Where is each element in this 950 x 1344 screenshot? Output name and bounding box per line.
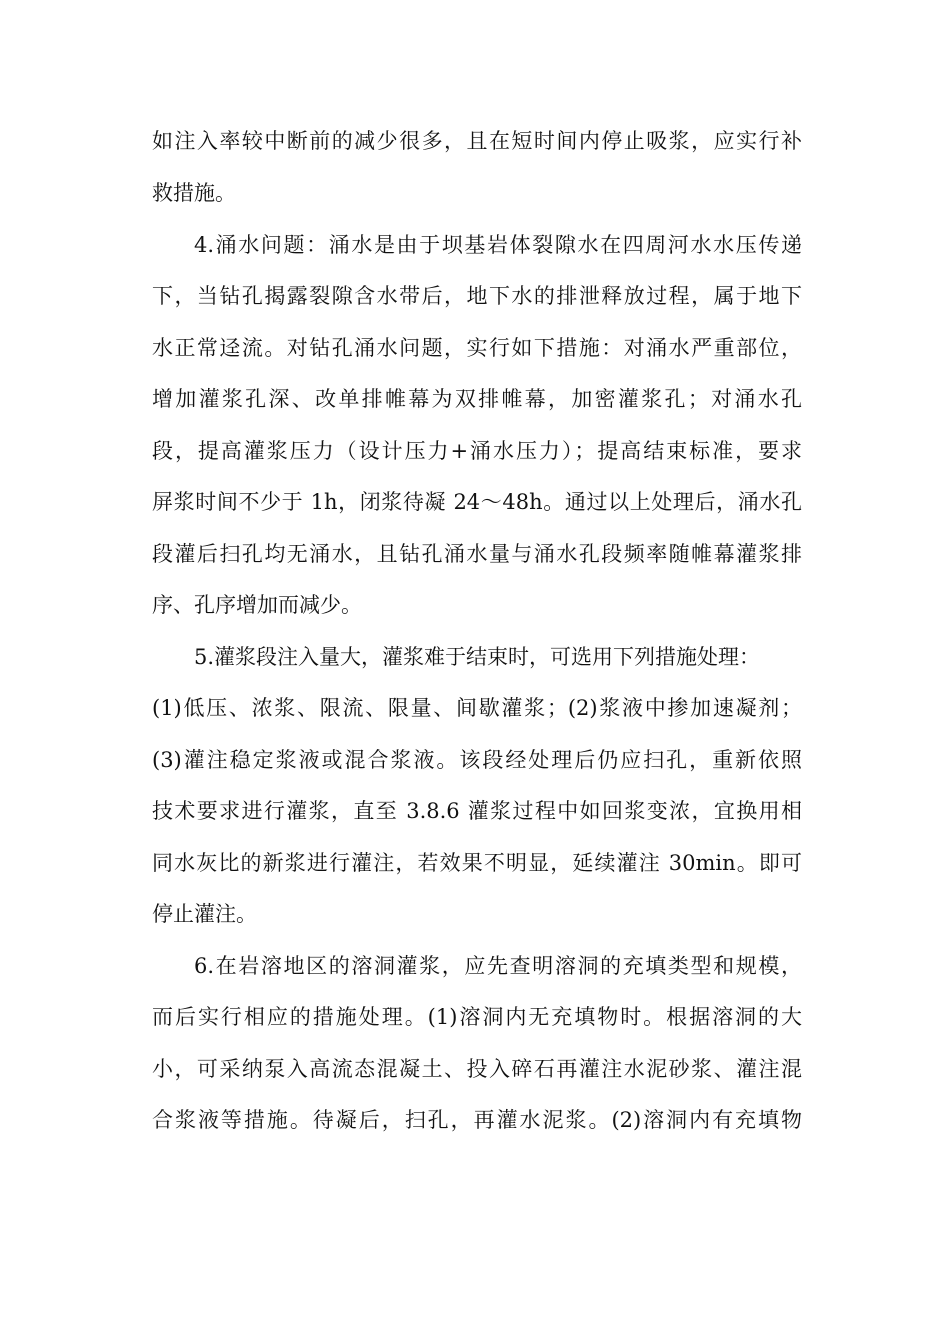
text-line: 屏浆时间不少于 1h，闭浆待凝 24～48h。通过以上处理后，涌水孔	[152, 490, 802, 514]
text-line: 合浆液等措施。待凝后，扫孔，再灌水泥浆。(2)溶洞内有充填物	[152, 1108, 802, 1132]
text-line: (3)灌注稳定浆液或混合浆液。该段经处理后仍应扫孔，重新依照	[152, 748, 802, 772]
text-line: 6.在岩溶地区的溶洞灌浆，应先查明溶洞的充填类型和规模，	[194, 954, 802, 978]
text-line: 下，当钻孔揭露裂隙含水带后，地下水的排泄释放过程，属于地下	[152, 284, 802, 308]
text-line: 序、孔序增加而减少。	[152, 593, 362, 617]
text-line: 4.涌水问题：涌水是由于坝基岩体裂隙水在四周河水水压传递	[194, 233, 802, 257]
text-line: 段，提高灌浆压力（设计压力+涌水压力）；提高结束标准，要求	[152, 439, 802, 463]
text-line: 5.灌浆段注入量大，灌浆难于结束时，可选用下列措施处理：	[194, 645, 761, 669]
text-line: 同水灰比的新浆进行灌注，若效果不明显，延续灌注 30min。即可	[152, 851, 802, 875]
text-line: (1)低压、浓浆、限流、限量、间歇灌浆；(2)浆液中掺加速凝剂；	[152, 696, 802, 720]
text-line: 水正常迳流。对钻孔涌水问题，实行如下措施：对涌水严重部位，	[152, 336, 802, 360]
text-line: 救措施。	[152, 181, 236, 205]
text-line: 而后实行相应的措施处理。(1)溶洞内无充填物时。根据溶洞的大	[152, 1005, 802, 1029]
text-line: 如注入率较中断前的减少很多，且在短时间内停止吸浆，应实行补	[152, 129, 802, 153]
text-line: 段灌后扫孔均无涌水，且钻孔涌水量与涌水孔段频率随帷幕灌浆排	[152, 542, 802, 566]
text-line: 技术要求进行灌浆，直至 3.8.6 灌浆过程中如回浆变浓，宜换用相	[152, 799, 802, 823]
text-line: 增加灌浆孔深、改单排帷幕为双排帷幕，加密灌浆孔；对涌水孔	[152, 387, 802, 411]
text-line: 停止灌注。	[152, 902, 257, 926]
text-line: 小，可采纳泵入高流态混凝土、投入碎石再灌注水泥砂浆、灌注混	[152, 1057, 802, 1081]
